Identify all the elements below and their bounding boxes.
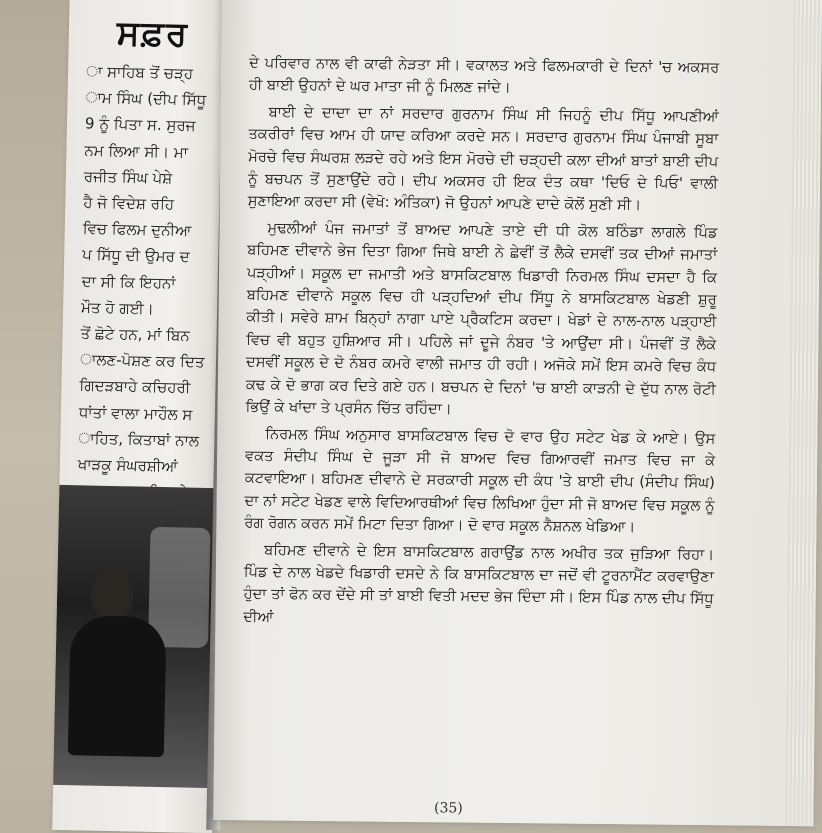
- left-line: ਾਲਣ-ਪੋਸ਼ਣ ਕਰ ਦਿਤ: [79, 350, 205, 372]
- left-line: ਰਜੀਤ ਸਿੰਘ ਪੇਸ਼ੇ: [83, 167, 173, 187]
- left-line: ਦਾ ਸੀ ਕਿ ਇਹਨਾਂ: [81, 271, 176, 292]
- paragraph: ਬਾਈ ਦੇ ਦਾਦਾ ਦਾ ਨਾਂ ਸਰਦਾਰ ਗੁਰਨਾਮ ਸਿੰਘ ਸੀ ਜਿਹਨੂੰ ਦੀਪ ਸਿੱਧੂ ਆਪਣੀਆਂ ਤਕਰੀਰਾਂ ਵਿਚ ਆਮ ਹੀ ਯਾਦ ਕਰਿਆ ਕਰਦੇ ਸਨ। ਸਰਦਾਰ ਗੁਰਨਾਮ ਸਿੰਘ ਪੰਜਾਬੀ ਸੂਬਾ ਮੋਰਚੇ ਵਿਚ ਸੰਘਰਸ਼ ਲੜਦੇ ਰਹੇ ਅਤੇ ਇਸ ਮੋਰਚੇ ਦੀ ਚੜ੍ਹਦੀ ਕਲਾ ਦੀਆਂ ਬਾਤਾਂ ਬਾਈ ਦੀਪ ਨੂੰ ਬਚਪਨ ਤੋਂ ਸੁਣਾਉਂਦੇ ਰਹੇ। ਦੀਪ ਅਕਸਰ ਹੀ ਇਕ ਦੰਤ ਕਥਾ 'ਦਿਓ ਦੇ ਪਿਓ' ਵਾਲੀ ਸੁਣਾਇਆ ਕਰਦਾ ਸੀ (ਵੇਖੋ: ਅੰਤਿਕਾ) ਜੋ ਉਹਨਾਂ ਆਪਣੇ ਦਾਦੇ ਕੋਲੋਂ ਸੁਣੀ ਸੀ।: [247, 103, 719, 214]
- paragraph: ਦੇ ਪਰਿਵਾਰ ਨਾਲ ਵੀ ਕਾਫੀ ਨੇੜਤਾ ਸੀ। ਵਕਾਲਤ ਅਤੇ ਫਿਲਮਕਾਰੀ ਦੇ ਦਿਨਾਂ 'ਚ ਅਕਸਰ ਹੀ ਬਾਈ ਉਹਨਾਂ ਦੇ ਘਰ ਮਾਤਾ ਜੀ ਨੂੰ ਮਿਲਣ ਜਾਂਦੇ।: [248, 54, 720, 97]
- right-page: [213, 0, 822, 826]
- paragraph: ਮੁਢਲੀਆਂ ਪੰਜ ਜਮਾਤਾਂ ਤੋਂ ਬਾਅਦ ਆਪਣੇ ਤਾਏ ਦੀ ਧੀ ਕੋਲ ਬਠਿੰਡਾ ਲਾਗਲੇ ਪਿੰਡ ਬਹਿਮਣ ਦੀਵਾਨੇ ਭੇਜ ਦਿਤਾ ਗਿਆ ਜਿਥੇ ਬਾਈ ਨੇ ਛੇਵੀਂ ਤੋਂ ਲੈਕੇ ਦਸਵੀਂ ਤਕ ਦੀਆਂ ਜਮਾਤਾਂ ਪੜ੍ਹੀਆਂ। ਸਕੂਲ ਦਾ ਜਮਾਤੀ ਅਤੇ ਬਾਸਕਿਟਬਾਲ ਖਿਡਾਰੀ ਨਿਰਮਲ ਸਿੰਘ ਦਸਦਾ ਹੈ ਕਿ ਬਹਿਮਣ ਦੀਵਾਨੇ ਸਕੂਲ ਵਿਚ ਹੀ ਪੜ੍ਹਦਿਆਂ ਦੀਪ ਸਿੱਧੂ ਨੇ ਬਾਸਕਿਟਬਾਲ ਖੇਡਣੀ ਸ਼ੁਰੂ ਕੀਤੀ। ਸਵੇਰੇ ਸ਼ਾਮ ਬਿਨ੍ਹਾਂ ਨਾਗਾ ਪਾਏ ਪ੍ਰੈਕਟਿਸ ਕਰਦਾ। ਖੇਡਾਂ ਦੇ ਨਾਲ-ਨਾਲ ਪੜ੍ਹਾਈ ਵਿਚ ਵੀ ਬਹੁਤ ਹੁਸ਼ਿਆਰ ਸੀ। ਪਹਿਲੇ ਜਾਂ ਦੂਜੇ ਨੰਬਰ 'ਤੇ ਆਉਂਦਾ ਸੀ। ਪੰਜਵੀਂ ਤੋਂ ਲੈਕੇ ਦਸਵੀਂ ਸਕੂਲ ਦੇ ਦੋ ਨੰਬਰ ਕਮਰੇ ਵਾਲੀ ਜਮਾਤ ਹੀ ਰਹੀ। ਅਜੋਕੇ ਸਮੇਂ ਇਸ ਕਮਰੇ ਵਿਚ ਕੰਧ ਕਢ ਕੇ ਦੋ ਭਾਗ ਕਰ ਦਿਤੇ ਗਏ ਹਨ। ਬਚਪਨ ਦੇ ਦਿਨਾਂ 'ਚ ਬਾਈ ਕਾੜਨੀ ਦੇ ਦੁੱਧ ਨਾਲ ਰੋਟੀ ਭਿਉਂ ਕੇ ਖਾਂਦਾ ਤੇ ਪ੍ਰਸੰਨ ਚਿੱਤ ਰਹਿੰਦਾ।: [245, 219, 718, 418]
- right-page-text: [243, 52, 719, 637]
- left-line: ਖਾੜਕੂ ਸੰਘਰਸ਼ੀਆਂ: [77, 455, 178, 476]
- page-number: (35): [433, 800, 463, 817]
- left-line: ਾਮ ਸਿੰਘ (ਦੀਪ ਸਿੱਧੂ: [85, 88, 207, 110]
- left-line: ਪ ਸਿੱਧੂ ਦੀ ਉਮਰ ਦ: [82, 245, 190, 266]
- left-line: ਵਿਚ ਫਿਲਮ ਦੁਨੀਆ: [82, 219, 192, 240]
- left-line: 9 ਨੂੰ ਪਿਤਾ ਸ. ਸੁਰਜ: [84, 114, 196, 136]
- printed-photo: [53, 485, 219, 788]
- left-page-text: [76, 58, 226, 559]
- left-line: ਗਿਦੜਬਾਹੇ ਕਚਿਹਰੀ: [79, 376, 191, 398]
- left-page-heading: ਸਫ਼ਰ: [116, 12, 190, 55]
- paragraph: ਬਹਿਮਣ ਦੀਵਾਨੇ ਦੇ ਇਸ ਬਾਸਕਿਟਬਾਲ ਗਰਾਉਂਡ ਨਾਲ ਅਖੀਰ ਤਕ ਜੁੜਿਆ ਰਿਹਾ। ਪਿੰਡ ਦੇ ਨਾਲ ਖੇਡਦੇ ਖਿਡਾਰੀ ਦਸਦੇ ਨੇ ਕਿ ਬਾਸਕਿਟਬਾਲ ਦਾ ਜਦੋਂ ਵੀ ਟੂਰਨਾਮੈਂਟ ਕਰਵਾਉਣਾ ਹੁੰਦਾ ਤਾਂ ਫੋਨ ਕਰ ਦੇਂਦੇ ਸੀ ਤਾਂ ਬਾਈ ਵਿਤੀ ਮਦਦ ਭੇਜ ਦਿੰਦਾ ਸੀ। ਇਸ ਪਿੰਡ ਨਾਲ ਦੀਪ ਸਿੱਧੂ ਦੀਆਂ: [243, 541, 715, 626]
- left-line: ਾਹਿਤ, ਕਿਤਾਬਾਂ ਨਾਲ: [78, 429, 200, 450]
- left-line: ਨਮ ਲਿਆ ਸੀ। ਮਾ: [84, 140, 189, 162]
- photo-light-area: [148, 527, 210, 648]
- person-body: [68, 615, 167, 757]
- paragraph: ਨਿਰਮਲ ਸਿੰਘ ਅਨੁਸਾਰ ਬਾਸਕਿਟਬਾਲ ਵਿਚ ਦੋ ਵਾਰ ਉਹ ਸਟੇਟ ਖੇਡ ਕੇ ਆਏ। ਉਸ ਵਕਤ ਸੰਦੀਪ ਸਿੰਘ ਦੇ ਜੂੜਾ ਸੀ ਜੋ ਬਾਅਦ ਵਿਚ ਗਿਆਰਵੀਂ ਜਮਾਤ ਵਿਚ ਜਾ ਕੇ ਕਟਵਾਇਆ। ਬਹਿਮਣ ਦੀਵਾਨੇ ਦੇ ਸਰਕਾਰੀ ਸਕੂਲ ਦੀ ਕੰਧ 'ਤੇ ਬਾਈ ਦੀਪ (ਸੰਦੀਪ ਸਿੰਘ) ਦਾ ਨਾਂ ਸਟੇਟ ਖੇਡਣ ਵਾਲੇ ਵਿਦਿਆਰਥੀਆਂ ਵਿਚ ਲਿਖਿਆ ਹੁੰਦਾ ਸੀ ਜੋ ਬਾਅਦ ਵਿਚ ਸਕੂਲ ਨੂੰ ਰੰਗ ਰੋਗਨ ਕਰਨ ਸਮੇਂ ਮਿਟਾ ਦਿਤਾ ਗਿਆ। ਦੋ ਵਾਰ ਸਕੂਲ ਨੈਸ਼ਨਲ ਖੇਡਿਆ।: [244, 424, 716, 536]
- left-line: ਤੋਂ ਛੋਟੇ ਹਨ, ਮਾਂ ਬਿਨ: [80, 324, 190, 345]
- person-head: [91, 568, 134, 621]
- left-line: ਾ ਸਾਹਿਬ ਤੋਂ ਚੜ੍ਹ: [85, 62, 194, 83]
- left-page: [52, 0, 230, 833]
- page-edge: [785, 0, 822, 826]
- left-line: ਧਾਂਤਾਂ ਵਾਲਾ ਮਾਹੌਲ ਸ: [78, 402, 193, 424]
- left-line: ਮੌਤ ਹੋ ਗਈ।: [80, 298, 155, 318]
- left-line: ਹੈ ਜੋ ਵਿਦੇਸ਼ ਰਹਿ: [83, 193, 175, 214]
